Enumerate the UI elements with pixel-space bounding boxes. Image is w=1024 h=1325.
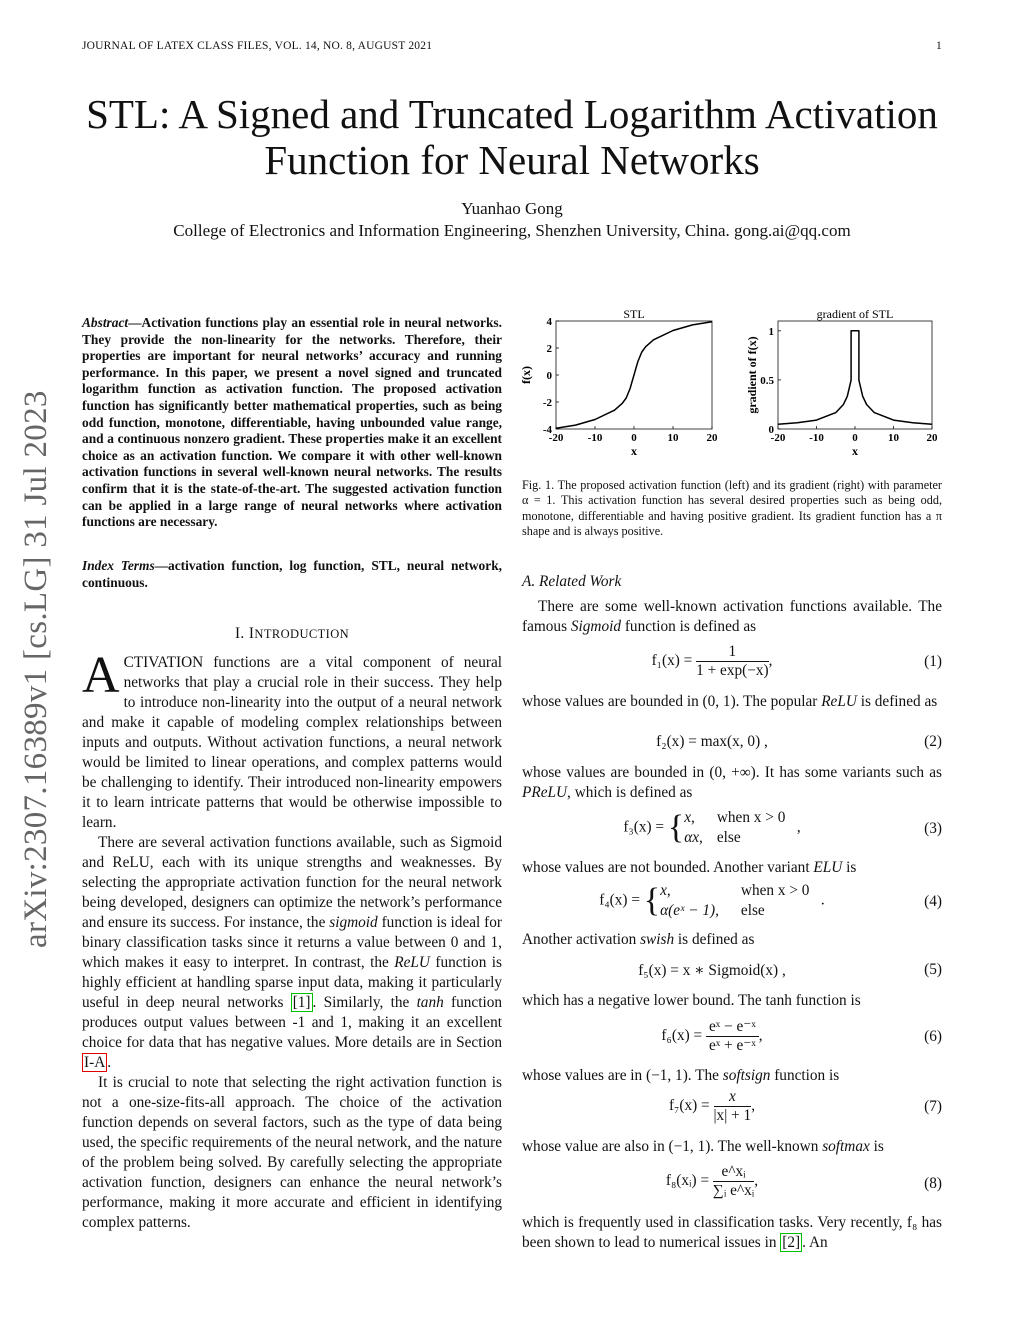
index-terms-text: —activation function, log function, STL, neural network, continuous. — [82, 558, 502, 590]
math-elu: ELU — [813, 859, 843, 876]
eq3-brace: { — [667, 809, 685, 846]
text-run: whose values are not bounded. Another variant — [522, 859, 814, 876]
eq1-denominator: 1 + exp(−x) — [696, 662, 769, 679]
section-heading-rest: NTRODUCTION — [254, 627, 350, 641]
text-run: whose value are also in (−1, 1). The well-known — [522, 1138, 823, 1155]
plot-stl — [519, 307, 718, 458]
y-tick-label: 4 — [546, 316, 552, 328]
text-run: . — [107, 1054, 112, 1071]
citation-link-2[interactable]: [2] — [782, 1234, 801, 1251]
section-link-I-A[interactable]: I-A — [84, 1054, 106, 1071]
text-after-eq4 — [522, 930, 942, 950]
eq1-fraction — [696, 643, 768, 680]
eq7-tail: , — [751, 1097, 756, 1115]
eq6-fraction — [706, 1018, 759, 1055]
y-tick-label: -4 — [542, 424, 552, 436]
text-run: is defined as — [674, 931, 755, 948]
x-tick-label: 0 — [852, 432, 858, 444]
equation-2 — [522, 733, 942, 753]
text-after-eq2 — [522, 763, 942, 803]
math-prelu: PReLU — [522, 784, 568, 801]
text-run: , which is defined as — [567, 784, 693, 801]
arxiv-identifier: arXiv:2307.16389v1 [cs.LG] 31 Jul 2023 — [18, 390, 54, 948]
section-heading-initial: I — [248, 625, 255, 642]
x-tick-label: 0 — [631, 432, 637, 444]
related-work-intro — [522, 597, 942, 637]
eq6-tail: , — [758, 1027, 763, 1045]
text-run: which is frequently used in classification tasks. Very recently, f₈ has been shown to lead to numerical issues in — [522, 1214, 942, 1251]
x-tick-label: 20 — [926, 432, 938, 444]
figure-1 — [519, 305, 942, 473]
eq3-case1-cond: when x > 0 — [716, 809, 786, 826]
eq7-numerator: x — [714, 1088, 752, 1107]
section-heading-introduction — [82, 625, 502, 643]
author-name: Yuanhao Gong — [461, 199, 563, 218]
eq8-lhs: f₈(xᵢ) = — [665, 1172, 710, 1190]
eq5-body: f₅(x) = x ∗ Sigmoid(x) , — [638, 962, 786, 979]
text-run: function is — [770, 1067, 840, 1084]
eq8-tail: , — [754, 1172, 759, 1190]
intro-paragraph-2 — [82, 833, 502, 1073]
eq3-tail: , — [796, 818, 801, 836]
eq3-case2-value: αx, — [684, 829, 703, 846]
equation-3 — [522, 808, 942, 850]
eq6-numerator: eˣ − e⁻ˣ — [706, 1018, 759, 1037]
math-sigmoid: Sigmoid — [570, 618, 621, 635]
y-axis-label: f(x) — [519, 366, 533, 384]
figure-1-caption: Fig. 1. The proposed activation function (left) and its gradient (right) with parameter α = 1. This activation function has several desired properties such as being odd, monotone, differentiable and having positive gradient. Its gradient function has a π shape and is always positive. — [522, 478, 942, 539]
y-tick-label: 0 — [546, 370, 552, 382]
eq3-case2-cond: else — [716, 829, 741, 846]
text-run: which has a negative lower bound. The tanh function is — [522, 992, 861, 1009]
text-run: function produces output values between -1 and 1, making it an excellent choice for data that has negative values. More details are in Section — [82, 994, 502, 1051]
math-softmax: softmax — [822, 1138, 870, 1155]
eq4-tail: . — [820, 891, 825, 909]
eq8-fraction — [713, 1163, 754, 1200]
running-header: JOURNAL OF LATEX CLASS FILES, VOL. 14, NO. 8, AUGUST 2021 — [82, 40, 433, 52]
section-number: I. — [234, 625, 245, 642]
eq8-numerator: e^xᵢ — [713, 1163, 754, 1182]
subsection-heading-related-work: A. Related Work — [522, 573, 622, 590]
text-run: whose values are bounded in (0, 1). The popular — [522, 693, 822, 710]
text-run: is defined as — [856, 693, 938, 710]
text-run: . Similarly, the — [312, 994, 417, 1011]
introduction-body — [82, 647, 502, 1233]
eq3-lhs: f₃(x) = — [623, 818, 665, 836]
x-axis-label: x — [631, 444, 637, 458]
text-run: whose values are in (−1, 1). The — [522, 1067, 723, 1084]
text-run: . An — [802, 1234, 828, 1251]
author-affiliation: College of Electronics and Information Engineering, Shenzhen University, China. gong.ai@qq.com — [173, 221, 851, 240]
x-tick-label: -20 — [548, 432, 564, 444]
math-softsign: softsign — [722, 1067, 771, 1084]
plot-title: STL — [623, 307, 645, 321]
series-line — [556, 322, 712, 428]
index-terms — [82, 558, 502, 591]
eq3-cases — [684, 808, 785, 848]
equation-number-6: (6) — [924, 1028, 942, 1045]
intro-lead-word: CTIVATION — [123, 654, 204, 671]
math-relu: ReLU — [394, 954, 430, 971]
y-tick-label: 0 — [768, 424, 774, 436]
equation-number-4: (4) — [924, 893, 942, 910]
intro-p1-text: functions are a vital component of neural networks that play a crucial role in their success. They help to introduce non-linearity into the output of a neural network and make it capable of modeling complex relationships between inputs and outputs. Without activation functions, a neural network would be limited to linear operations, and complex patterns would be challenging to identify. Their introduced non-linearity empowers it to learn intricate patterns that would be otherwise impossible to learn. — [82, 654, 502, 831]
text-after-eq7 — [522, 1137, 942, 1157]
equation-1 — [522, 643, 942, 683]
equation-7 — [522, 1088, 942, 1128]
eq6-denominator: eˣ + e⁻ˣ — [708, 1037, 756, 1054]
text-run: Another activation — [522, 931, 641, 948]
abstract-label: Abstract — [82, 315, 129, 330]
eq4-brace: { — [643, 882, 661, 919]
text-after-eq3 — [522, 858, 942, 878]
eq1-lhs: f₁(x) = — [651, 652, 693, 670]
paper-title — [40, 91, 984, 183]
plot-gradient — [745, 307, 938, 458]
equation-number-8: (8) — [924, 1175, 942, 1192]
series-line — [778, 331, 932, 425]
eq7-fraction — [714, 1088, 752, 1125]
equation-4 — [522, 881, 942, 923]
figure-1-plots — [519, 305, 942, 473]
eq1-tail: , — [768, 652, 773, 670]
text-after-eq5 — [522, 991, 942, 1011]
eq6-lhs: f₆(x) = — [661, 1027, 703, 1045]
y-tick-label: 1 — [768, 325, 774, 338]
eq2-body: f₂(x) = max(x, 0) , — [656, 733, 768, 750]
abstract-text: —Activation functions play an essential role in neural networks. They provide the non-linearity for the networks. Therefore, their properties are important for neural networks’ accuracy and running performance. In this paper, we present a novel signed and truncated logarithm function as activation function. The proposed activation function has significantly better mathematical properties, such as being odd function, monotone, differentiable, having unbounded value range, and a continuous nonzero gradient. These properties make it an excellent choice as an activation function. We compare it with other well-known activation functions in several well-known neural networks. The results confirm that it is the state-of-the-art. The suggested activation function can be applied in a large range of neural networks where activation functions are necessary. — [82, 315, 502, 530]
equation-6 — [522, 1018, 942, 1058]
math-tanh: tanh — [416, 994, 444, 1011]
math-swish: swish — [640, 931, 675, 948]
x-tick-label: -10 — [587, 432, 603, 444]
x-tick-label: -10 — [809, 432, 824, 444]
text-run: There are some well-known activation functions available. The famous — [522, 598, 942, 635]
x-tick-label: 20 — [706, 432, 718, 444]
equation-number-3: (3) — [924, 820, 942, 837]
eq4-case1-cond: when x > 0 — [740, 882, 810, 899]
text-run: is — [869, 1138, 884, 1155]
y-tick-label: 0.5 — [760, 374, 774, 387]
intro-paragraph-3: It is crucial to note that selecting the right activation function is not a one-size-fits-all approach. The choice of the activation function depends on several factors, such as the type of data being used, the specific requirements of the neural network, and the nature of the problem being solved. By carefully selecting the appropriate activation function, designers can enhance the neural network’s performance, making it more accurate and efficient in identifying complex patterns. — [82, 1074, 502, 1231]
math-relu: ReLU — [821, 693, 857, 710]
y-tick-label: -2 — [542, 397, 552, 409]
text-run: function is ideal for binary classification tasks since it returns a value between 0 and 1, which makes it easy to interpret. In contrast, the — [82, 914, 502, 971]
x-tick-label: -20 — [770, 432, 786, 444]
title-line-2: Function for Neural Networks — [264, 137, 760, 183]
eq1-numerator: 1 — [696, 643, 768, 662]
abstract — [82, 315, 502, 531]
eq4-cases — [660, 881, 809, 921]
equation-number-2: (2) — [924, 733, 942, 750]
eq8-denominator: ∑ᵢ e^xᵢ — [712, 1182, 755, 1199]
eq4-case2-value: α(eˣ − 1), — [660, 902, 719, 919]
text-after-eq8 — [522, 1213, 942, 1253]
text-after-eq1 — [522, 692, 942, 712]
index-terms-label: Index Terms — [82, 558, 155, 573]
eq7-denominator: |x| + 1 — [713, 1107, 752, 1124]
math-sigmoid: sigmoid — [329, 914, 378, 931]
text-run: There are several activation functions available, such as Sigmoid and ReLU, each with its unique strengths and weaknesses. By selecting the appropriate activation function for the neural network being developed, designers can optimize the network’s performance and ensure its success. For instance, the — [82, 834, 502, 931]
text-after-eq6 — [522, 1066, 942, 1086]
text-run: is — [842, 859, 857, 876]
eq4-case2-cond: else — [740, 902, 765, 919]
eq7-lhs: f₇(x) = — [668, 1097, 710, 1115]
title-line-1: STL: A Signed and Truncated Logarithm Activation — [86, 91, 938, 137]
x-tick-label: 10 — [667, 432, 679, 444]
y-axis-label: gradient of f(x) — [745, 336, 759, 414]
text-run: function is highly efficient at handling sparse input data, making it particularly useful in deep neural networks — [82, 954, 502, 1011]
intro-paragraph-1 — [82, 647, 502, 833]
equation-8 — [522, 1163, 942, 1205]
equation-number-5: (5) — [924, 961, 942, 978]
drop-cap: A — [82, 647, 120, 704]
equation-5 — [522, 961, 942, 981]
equation-number-7: (7) — [924, 1098, 942, 1115]
plot-title: gradient of STL — [816, 307, 894, 321]
text-run: function is defined as — [621, 618, 757, 635]
x-tick-label: 10 — [888, 432, 899, 444]
plot-frame — [778, 321, 932, 429]
eq3-case1-value: x, — [684, 809, 695, 826]
x-axis-label: x — [852, 444, 858, 458]
citation-link-1[interactable]: [1] — [292, 994, 311, 1011]
page-number: 1 — [936, 40, 942, 52]
eq4-case1-value: x, — [660, 882, 671, 899]
equation-number-1: (1) — [924, 653, 942, 670]
y-tick-label: 2 — [546, 343, 552, 355]
text-run: whose values are bounded in (0, +∞). It has some variants such as — [522, 764, 942, 781]
eq4-lhs: f₄(x) = — [599, 891, 640, 909]
